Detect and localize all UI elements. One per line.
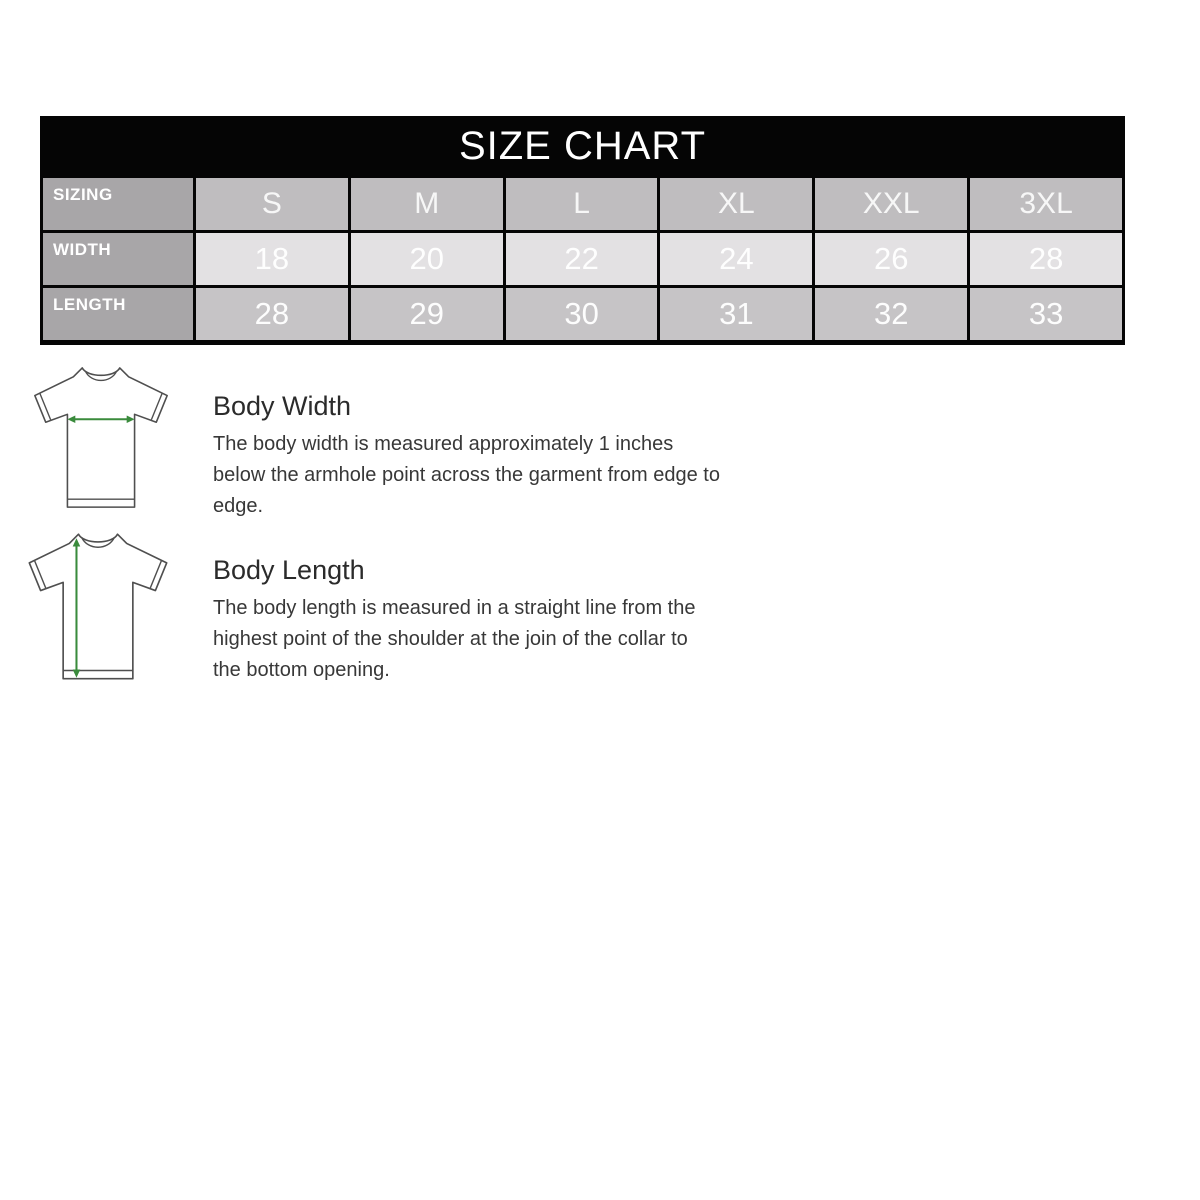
width-value-xl: 24 xyxy=(660,233,812,285)
tshirt-length-diagram xyxy=(16,523,180,693)
row-label-width: WIDTH xyxy=(43,233,193,285)
width-value-m: 20 xyxy=(351,233,503,285)
size-chart-title: SIZE CHART xyxy=(458,123,707,168)
length-value-m: 29 xyxy=(351,288,503,340)
size-cell-xl: XL xyxy=(660,178,812,230)
body-length-heading: Body Length xyxy=(213,555,365,585)
size-cell-3xl: 3XL xyxy=(970,178,1122,230)
body-width-heading: Body Width xyxy=(213,391,352,421)
body-length-description: The body length is measured in a straight line from the highest point of the shoulder at the join of the collar to the bottom opening. xyxy=(213,597,696,681)
tshirt-outline xyxy=(29,534,166,679)
length-value-3xl: 33 xyxy=(970,288,1122,340)
width-value-l: 22 xyxy=(506,233,658,285)
length-value-s: 28 xyxy=(196,288,348,340)
size-cell-l: L xyxy=(506,178,658,230)
row-label-sizing: SIZING xyxy=(43,178,193,230)
size-chart-table xyxy=(40,116,1125,345)
tshirt-width-diagram xyxy=(22,360,180,518)
length-value-xl: 31 xyxy=(660,288,812,340)
length-value-l: 30 xyxy=(506,288,658,340)
size-chart-grid xyxy=(40,176,1125,345)
size-cell-s: S xyxy=(196,178,348,230)
length-value-xxl: 32 xyxy=(815,288,967,340)
size-cell-xxl: XXL xyxy=(815,178,967,230)
row-label-length: LENGTH xyxy=(43,288,193,340)
width-value-s: 18 xyxy=(196,233,348,285)
size-cell-m: M xyxy=(351,178,503,230)
tshirt-outline xyxy=(35,368,167,507)
width-value-3xl: 28 xyxy=(970,233,1122,285)
body-width-description: The body width is measured approximately 1 inches below the armhole point across the garment from edge to edge. xyxy=(213,433,720,517)
width-value-xxl: 26 xyxy=(815,233,967,285)
